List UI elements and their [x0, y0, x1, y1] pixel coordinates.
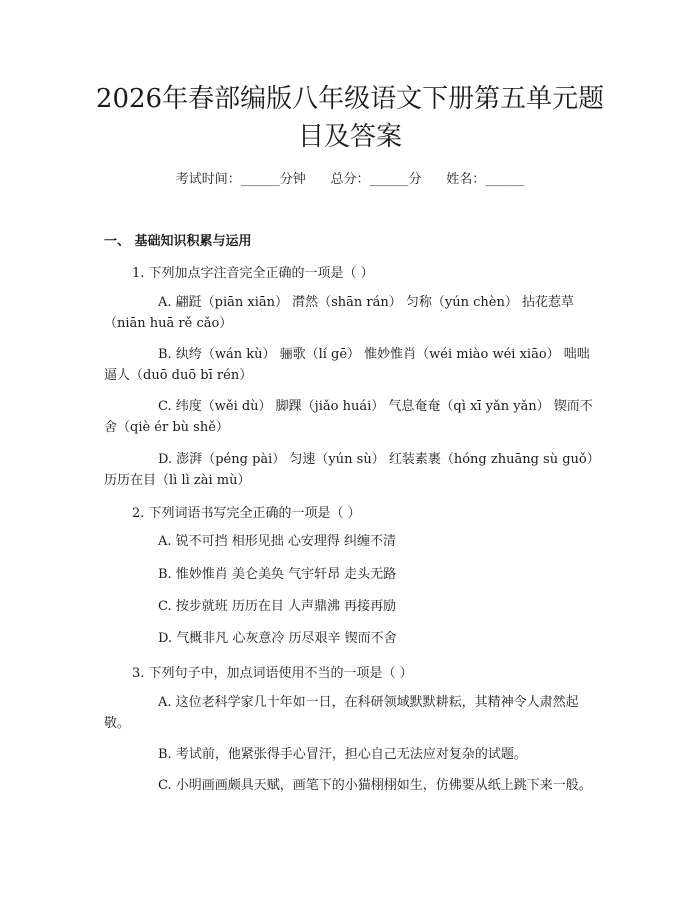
document-title: 2026年春部编版八年级语文下册第五单元题目及答案: [95, 84, 605, 152]
question-1-option-d: D. 澎湃（péng pài） 匀速（yún sù） 红装素裹（hóng zhuāng sù guǒ） 历历在目（lì lì zài mù）: [104, 452, 600, 488]
question-2-option-c: C. 按步就班 历历在目 人声鼎沸 再接再励: [158, 599, 397, 614]
exam-meta-line: 考试时间：______分钟 总分：______分 姓名：______: [175, 172, 525, 187]
question-3-option-b: B. 考试前，他紧张得手心冒汗，担心自己无法应对复杂的试题。: [158, 747, 527, 762]
question-2-option-a: A. 锐不可挡 相形见拙 心安理得 纠缠不清: [158, 534, 397, 549]
question-2-option-d: D. 气概非凡 心灰意冷 历尽艰辛 锲而不舍: [158, 631, 397, 646]
question-1-option-b: B. 纨绔（wán kù） 骊歌（lí gē） 惟妙惟肖（wéi miào wéi xiāo） 咄咄逼人（duō duō bī rén）: [104, 347, 590, 383]
question-2-option-b: B. 惟妙惟肖 美仑美奂 气宇轩昂 走头无路: [158, 567, 397, 582]
section-heading: 一、 基础知识积累与运用: [104, 234, 252, 249]
question-2-stem: 2. 下列词语书写完全正确的一项是（ ）: [132, 506, 361, 521]
question-1-option-a: A. 翩跹（piān xiān） 潸然（shān rán） 匀称（yún chèn） 拈花惹草（niān huā rě cǎo）: [104, 295, 574, 331]
question-3-stem: 3. 下列句子中，加点词语使用不当的一项是（ ）: [132, 666, 413, 681]
question-1-stem: 1. 下列加点字注音完全正确的一项是（ ）: [132, 266, 374, 281]
question-3-option-c: C. 小明画画颇具天赋，画笔下的小猫栩栩如生，仿佛要从纸上跳下来一般。: [158, 778, 592, 793]
question-1-option-c: C. 纬度（wěi dù） 脚踝（jiǎo huái） 气息奄奄（qì xī yǎn yǎn） 锲而不舍（qiè ér bù shě）: [104, 399, 593, 435]
question-3-option-a: A. 这位老科学家几十年如一日，在科研领域默默耕耘，其精神令人肃然起敬。: [104, 695, 579, 731]
